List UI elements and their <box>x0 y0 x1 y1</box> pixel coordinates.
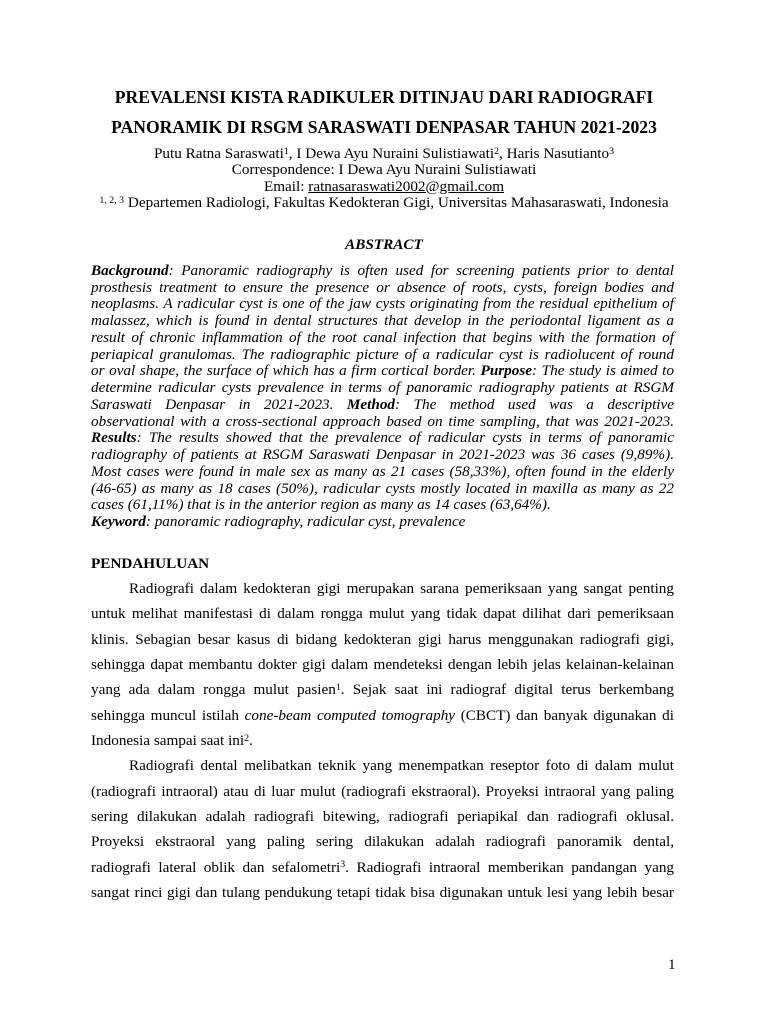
article-meta <box>0 146 768 212</box>
abstract-text: cases (61,11%) that is in the anterior region as many as 14 cases (63,64%). <box>91 496 551 514</box>
body-text: Radiografi dalam kedokteran gigi merupakan sarana pemeriksaan yang sangat penting <box>129 580 674 597</box>
body-paragraph <box>91 753 674 905</box>
abstract-line <box>91 296 674 313</box>
abstract-text: : panoramic radiography, radicular cyst, prevalence <box>145 513 466 531</box>
abstract-text: malassez, which is found in dental structures that develop in the periodontal ligament as a <box>91 312 674 330</box>
author-list <box>0 146 768 162</box>
body-text: (radiografi intraoral) atau di luar mulut (radiografi ekstraoral). Proyeksi intraoral yang paling <box>91 782 674 800</box>
title-line: PANORAMIK DI RSGM SARASWATI DENPASAR TAHUN 2021-2023 <box>111 117 657 137</box>
affiliation-text: Departemen Radiologi, Fakultas Kedokteran Gigi, Universitas Mahasaraswati, Indonesia <box>127 194 669 212</box>
author-name: Putu Ratna Saraswati <box>153 145 284 162</box>
body-line <box>91 652 674 677</box>
body-line <box>91 829 674 854</box>
abstract-line <box>91 481 674 498</box>
abstract-line <box>91 380 674 397</box>
body-line <box>91 601 674 626</box>
affiliation-marker: 1 <box>283 145 289 157</box>
abstract-text: : Panoramic radiography is often used for screening patients prior to dental <box>168 262 674 279</box>
author-separator: , <box>288 145 293 162</box>
body-text: klinis. Sebagian besar kasus di bidang kedokteran gigi harus menggunakan radiografi gigi, <box>91 630 674 648</box>
correspondence-line <box>0 162 768 178</box>
correspondence-label: Correspondence: <box>231 161 335 179</box>
paper-title <box>0 82 768 142</box>
body-text: sehingga dapat membantu dokter gigi dalam mendeteksi dengan lebih jelas kelainan-kelainan <box>91 655 674 673</box>
body-text: yang ada dalam rongga mulut pasien <box>91 681 336 699</box>
abstract-line <box>91 414 674 431</box>
body-text: sehingga muncul istilah <box>91 706 245 724</box>
abstract-text: or oval shape, the surface of which has a firm cortical border. <box>91 362 481 380</box>
body-paragraph <box>91 576 674 753</box>
body-text: radiografi lateral oblik dan sefalometri <box>91 858 341 876</box>
abstract-section-label: Purpose <box>480 362 533 380</box>
affiliation-marker: 3 <box>609 145 615 157</box>
body-text: Indonesia sampai saat ini <box>91 731 245 749</box>
abstract-line <box>91 263 674 280</box>
abstract-text: determine radicular cysts prevalence in terms of panoramic radiography patients at RSGM <box>91 379 674 397</box>
section-heading: PENDAHULUAN <box>91 555 210 572</box>
email-label: Email: <box>263 177 305 195</box>
abstract-section-label: Results <box>91 429 137 447</box>
abstract-text: : The method used was a descriptive <box>395 395 674 413</box>
abstract-line <box>91 514 674 531</box>
introduction-body <box>91 576 674 905</box>
abstract-line <box>91 347 674 364</box>
body-line <box>91 703 674 728</box>
abstract-line <box>91 464 674 481</box>
abstract-text: prosthesis treatment to ensure the presence or absence of roots, cysts, foreign bodies and <box>91 278 674 296</box>
body-text: sering dilakukan adalah radiografi bitewing, radiografi periapikal dan radiografi oklusal. <box>91 807 674 825</box>
abstract-text: Most cases were found in male sex as many as 21 cases (58,33%), often found in the elderly <box>91 462 674 480</box>
body-line <box>91 880 674 905</box>
abstract-heading: ABSTRACT <box>345 236 423 253</box>
body-text: sangat rinci gigi dan tulang pendukung tetapi tidak bisa digunakan untuk lesi yang lebih besar <box>91 883 674 901</box>
body-line <box>91 677 674 702</box>
body-line <box>91 855 674 880</box>
email-link[interactable]: ratnasaraswati2002@gmail.com <box>308 177 505 195</box>
abstract-line <box>91 363 674 380</box>
abstract-line <box>91 313 674 330</box>
citation-superscript: 1 <box>335 681 341 693</box>
body-text: . Radiografi intraoral memberikan pandangan yang <box>345 858 675 876</box>
abstract-line <box>91 430 674 447</box>
abstract-section-label: Background <box>91 262 169 279</box>
body-text: Radiografi dental melibatkan teknik yang menempatkan reseptor foto di dalam mulut <box>129 757 674 775</box>
abstract-text: : The study is aimed to <box>532 362 674 380</box>
abstract-text: radiography of patients at RSGM Saraswati Denpasar in 2021-2023 was 36 cases (9,89%). <box>91 446 674 464</box>
title-line: PREVALENSI KISTA RADIKULER DITINJAU DARI RADIOGRAFI <box>114 87 654 107</box>
body-line <box>91 627 674 652</box>
body-line <box>91 576 674 601</box>
abstract-line <box>91 497 674 514</box>
correspondence-name: I Dewa Ayu Nuraini Sulistiawati <box>338 161 537 179</box>
abstract-line <box>91 397 674 414</box>
page-number: 1 <box>668 956 676 973</box>
abstract-body <box>91 263 674 531</box>
abstract-text: : The results showed that the prevalence of radicular cysts in terms of panoramic <box>136 429 674 447</box>
body-text: . Sejak saat ini radiograf digital terus berkembang <box>340 681 675 699</box>
citation-superscript: 3 <box>340 859 346 871</box>
affiliation-marker: 2 <box>494 145 500 157</box>
abstract-line <box>91 447 674 464</box>
abstract-text: neoplasms. A radicular cyst is one of the jaw cysts originating from the residual epithelium of <box>91 295 674 313</box>
affiliation-markers: 1, 2, 3 <box>99 194 125 206</box>
abstract-text: (46-65) as many as 18 cases (50%), radicular cysts mostly located in maxilla as many as 22 <box>91 479 674 497</box>
abstract-paragraph <box>91 263 674 514</box>
abstract-text: observational with a cross-sectional approach based on time sampling, that was 2021-2023. <box>91 412 674 430</box>
body-line <box>91 753 674 778</box>
abstract-section-label: Keyword <box>91 513 146 531</box>
abstract-line <box>91 330 674 347</box>
abstract-text: Saraswati Denpasar in 2021-2023. <box>91 395 347 413</box>
abstract-text: result of chronic inflammation of the root canal infection that begins with the formation of <box>91 328 674 346</box>
author-name: I Dewa Ayu Nuraini Sulistiawati <box>296 145 495 162</box>
italic-term: cone-beam computed tomography <box>244 706 456 724</box>
body-text: Proyeksi ekstraoral yang paling sering dilakukan adalah radiografi panoramik dental, <box>91 833 674 851</box>
body-text: (CBCT) dan banyak digunakan di <box>455 706 674 724</box>
body-line <box>91 728 674 753</box>
author-separator: , <box>499 145 503 162</box>
citation-superscript: 2 <box>244 732 250 744</box>
abstract-text: periapical granulomas. The radiographic picture of a radicular cyst is radiolucent of round <box>91 345 674 363</box>
author-name: Haris Nasutianto <box>506 145 610 162</box>
body-text: . <box>249 731 253 749</box>
abstract-section-label: Method <box>346 395 396 413</box>
email-line <box>0 179 768 195</box>
body-line <box>91 804 674 829</box>
abstract-paragraph <box>91 514 674 531</box>
body-text: untuk melihat manifestasi di dalam rongga mulut yang tidak dapat dilihat dari pemeriksaan <box>91 605 674 623</box>
abstract-line <box>91 280 674 297</box>
body-line <box>91 779 674 804</box>
affiliation-line <box>0 195 768 211</box>
